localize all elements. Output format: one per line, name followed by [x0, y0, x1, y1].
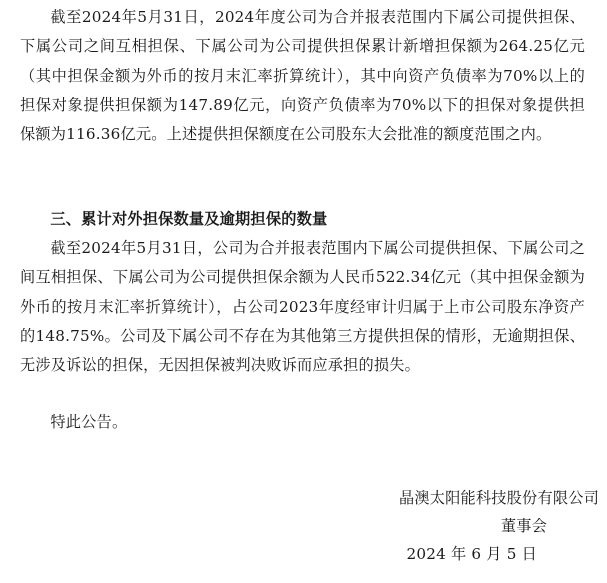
paragraph-guarantee-balance: 截至2024年5月31日，公司为合并报表范围内下属公司提供担保、下属公司之间互相担保、下属公司为公司提供担保余额为人民币522.34亿元（其中担保金额为外币的按月末汇率折算统计），占公司2023年度经审计归属于上市公司股东净资产的148.75%。公司及下属公司不存在为其他第三方提供担保的情形，无逾期担保、无涉及诉讼的担保，无因担保被判决败诉而应承担的损失。 — [20, 239, 585, 375]
signature-board: 董事会 — [500, 517, 547, 535]
paragraph-new-guarantees: 截至2024年5月31日，2024年度公司为合并报表范围内下属公司提供担保、下属公司之间互相担保、下属公司为公司提供担保累计新增担保额为264.25亿元（其中担保金额为外币的按月末汇率折算统计），其中向资产负债率为70%以上的担保对象提供担保额为147.89亿元，向资产负债率为70%以下的担保对象提供担保额为116.36亿元。上述提供担保额度在公司股东大会批准的额度范围之内。 — [20, 8, 585, 144]
section-heading: 三、累计对外担保数量及逾期担保的数量 — [50, 210, 328, 228]
closing-statement: 特此公告。 — [50, 413, 128, 431]
signature-company: 晶澳太阳能科技股份有限公司 — [398, 489, 599, 507]
signature-date: 2024 年 6 月 5 日 — [406, 545, 537, 563]
